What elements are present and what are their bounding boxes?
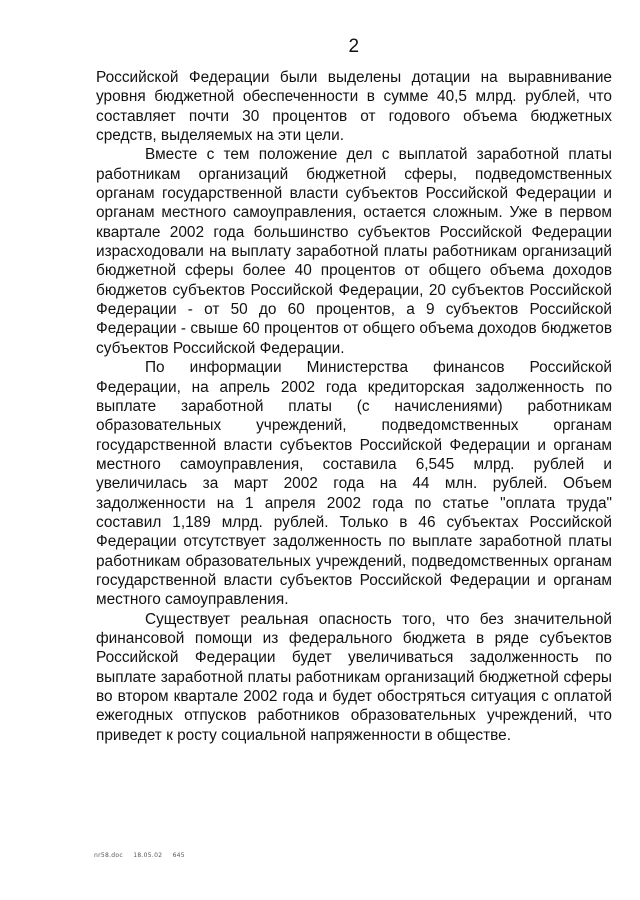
page-number: 2: [348, 36, 360, 57]
footer-file: nr58.doc: [94, 852, 123, 859]
footer-time: 645: [172, 852, 185, 859]
paragraph: Вместе с тем положение дел с выплатой заработной платы работникам организаций бюджетной сферы, подведомственных органам государственной власти субъектов Российской Федерации и органам местного самоуправления, остается сложным. Уже в первом квартале 2002 года большинство субъектов Российской Федерации израсходовали на выплату заработной платы работникам организаций бюджетной сферы более 40 процентов от общего объема доходов бюджетов субъектов Российской Федерации, 20 субъектов Российской Федерации - от 50 до 60 процентов, а 9 субъектов Российской Федерации - свыше 60 процентов от общего объема доходов бюджетов субъектов Российской Федерации.: [96, 146, 612, 357]
footer-date: 18.05.02: [133, 852, 163, 859]
body-text: [96, 68, 612, 745]
paragraph: По информации Министерства финансов Российской Федерации, на апрель 2002 года кредиторская задолженность по выплате заработной платы (с начислениями) работникам образовательных учреждений, подведомственных органам государственной власти субъектов Российской Федерации и органам местного самоуправления, составила 6,545 млрд. рублей и увеличилась за март 2002 года на 44 млн. рублей. Объем задолженности на 1 апреля 2002 года по статье "оплата труда" составил 1,189 млрд. рублей. Только в 46 субъектах Российской Федерации отсутствует задолженность по выплате заработной платы работникам образовательных учреждений, подведомственных органам государственной власти субъектов Российской Федерации и органам местного самоуправления.: [96, 359, 612, 609]
footer-stamp: [94, 852, 193, 860]
paragraph: Российской Федерации были выделены дотации на выравнивание уровня бюджетной обеспеченности в сумме 40,5 млрд. рублей, что составляет почти 30 процентов от годового объема бюджетных средств, выделяемых на эти цели.: [96, 69, 612, 145]
paragraph: Существует реальная опасность того, что без значительной финансовой помощи из федерального бюджета в ряде субъектов Российской Федерации будет увеличиваться задолженность по выплате заработной платы работникам организаций бюджетной сферы во втором квартале 2002 года и будет обостряться ситуация с оплатой ежегодных отпусков работников образовательных учреждений, что приведет к росту социальной напряженности в обществе.: [96, 610, 612, 744]
document-page: [96, 0, 612, 900]
